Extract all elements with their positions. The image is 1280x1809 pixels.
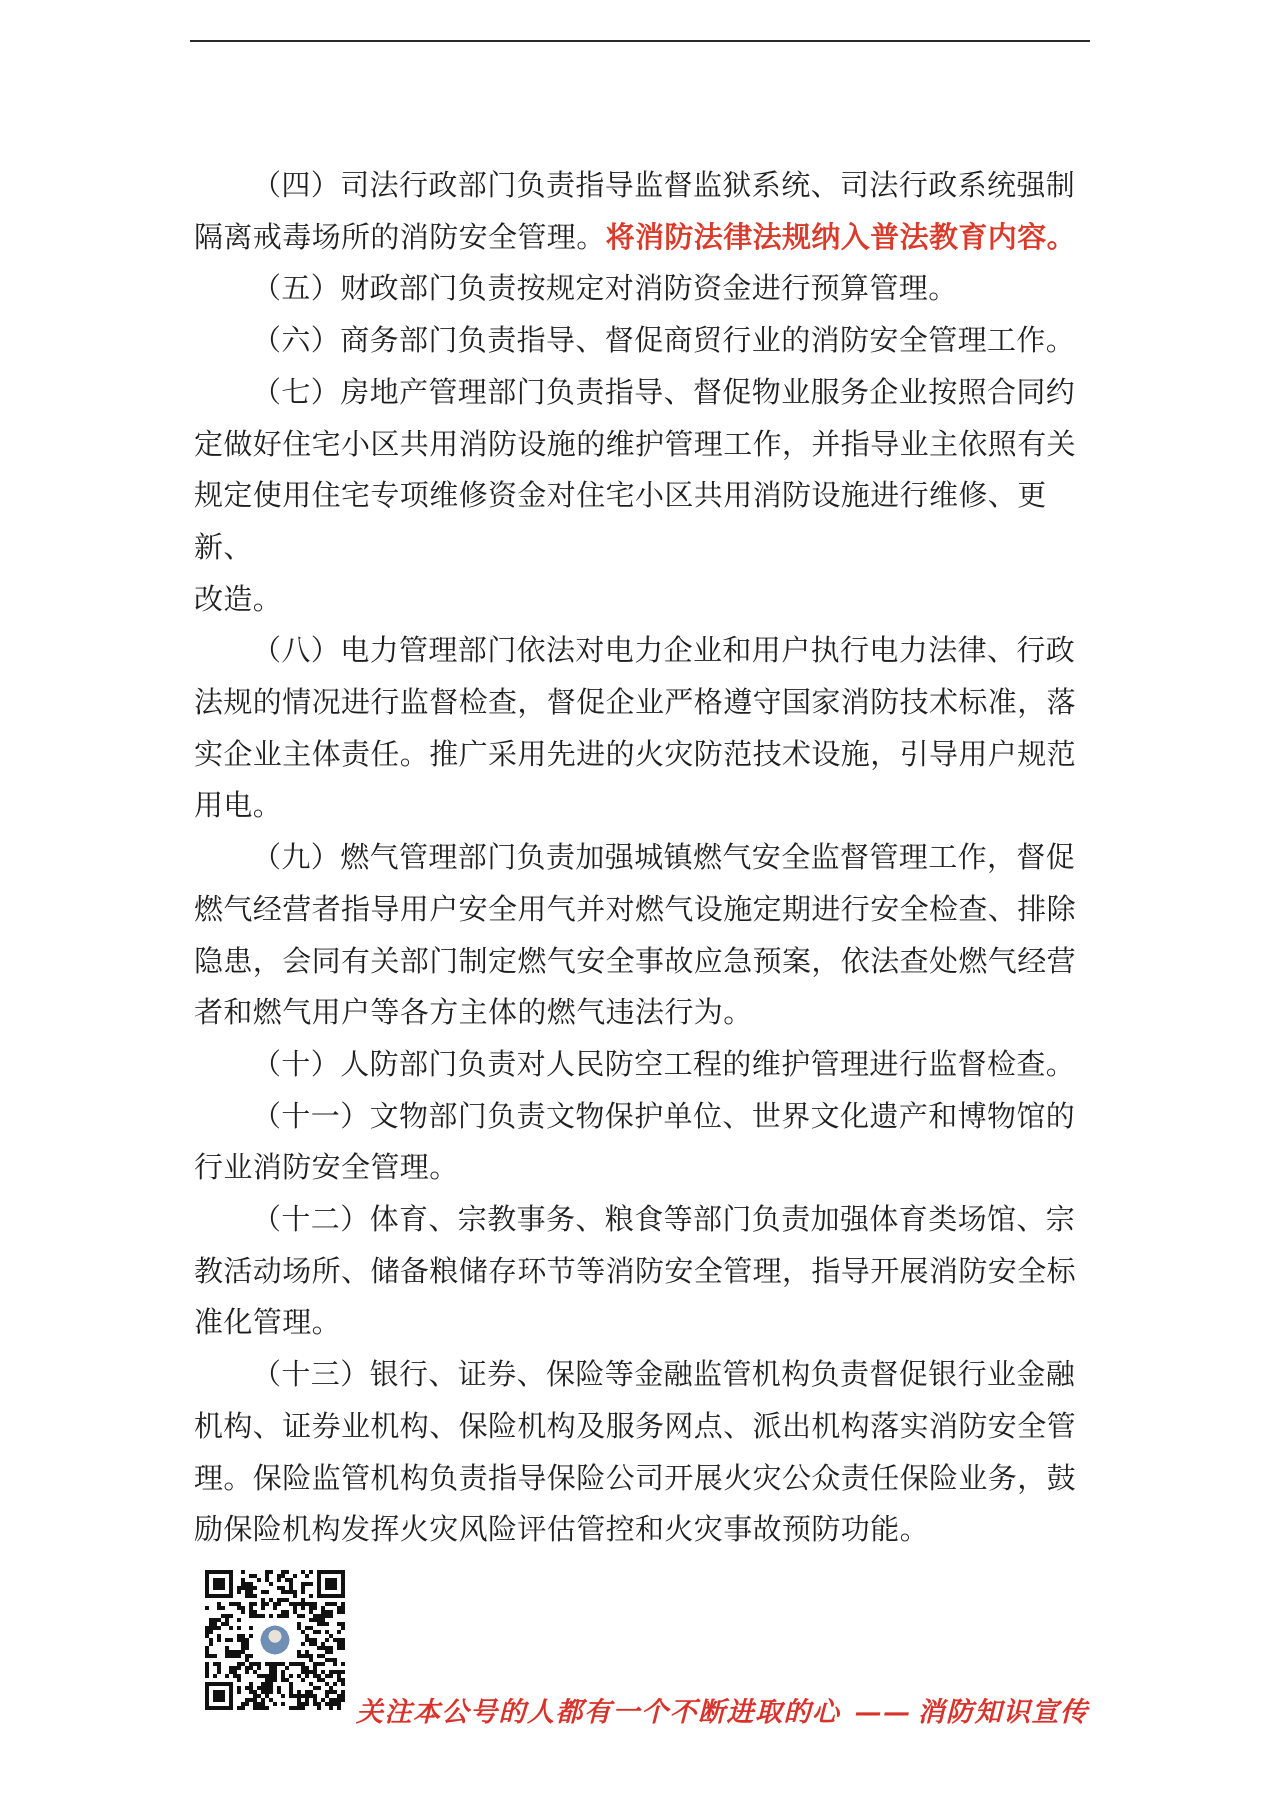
highlight-text: 将消防法律法规纳入普法教育内容。 [605,219,1077,254]
paragraph-finance [194,263,1094,315]
paragraph-cultural-relics [194,1091,1094,1194]
paragraph-line: 隐患，会同有关部门制定燃气安全事故应急预案，依法查处燃气经营 [194,943,1077,978]
paragraph-line: 规定使用住宅专项维修资金对住宅小区共用消防设施进行维修、更新、 [194,478,1047,564]
paragraph-line: 理。保险监管机构负责指导保险公司开展火灾公众责任保险业务，鼓 [194,1460,1077,1495]
paragraph-sports-religion [194,1194,1094,1349]
paragraph-line: （四）司法行政部门负责指导监督监狱系统、司法行政系统强制 [252,168,1076,202]
paragraph-civil-defense [194,1039,1094,1091]
footer-slogan [356,1690,1089,1729]
paragraph-line: 准化管理。 [194,1305,342,1340]
paragraph-line: 改造。 [194,581,283,616]
paragraph-text: 隔离戒毒场所的消防安全管理。 [194,219,606,254]
paragraph-line: 教活动场所、储备粮储存环节等消防安全管理，指导开展消防安全标 [194,1253,1077,1288]
slogan-source: 消防知识宣传 [917,1697,1089,1728]
paragraph-line: （十三）银行、证券、保险等金融监管机构负责督促银行业金融 [252,1357,1076,1392]
paragraph-power [194,625,1094,832]
paragraph-line: （十二）体育、宗教事务、粮食等部门负责加强体育类场馆、宗 [252,1202,1076,1237]
paragraph-finance-regulators [194,1349,1094,1556]
qr-code-icon[interactable] [205,1570,345,1710]
paragraph-line: （十一）文物部门负责文物保护单位、世界文化遗产和博物馆的 [252,1098,1076,1133]
paragraph-line: 行业消防安全管理。 [194,1150,459,1185]
paragraph-judicial [194,160,1094,263]
paragraph-line: （九）燃气管理部门负责加强城镇燃气安全监督管理工作，督促 [252,840,1076,875]
slogan-text: 关注本公号的人都有一个不断进取的心 [356,1697,841,1728]
paragraph-line: 用电。 [194,788,283,823]
slogan-dash: —— [854,1697,912,1728]
paragraph-line: 励保险机构发挥火灾风险评估管控和火灾事故预防功能。 [194,1512,930,1547]
paragraph-line: 实企业主体责任。推广采用先进的火灾防范技术设施，引导用户规范 [194,736,1077,771]
paragraph-line: 燃气经营者指导用户安全用气并对燃气设施定期进行安全检查、排除 [194,891,1077,926]
paragraph-line: 者和燃气用户等各方主体的燃气违法行为。 [194,995,753,1030]
paragraph-line: 机构、证券业机构、保险机构及服务网点、派出机构落实消防安全管 [194,1408,1077,1443]
paragraph-line: （十）人防部门负责对人民防空工程的维护管理进行监督检查。 [252,1046,1076,1081]
paragraph-line [194,212,1094,264]
document-body [194,160,1094,1556]
paragraph-real-estate [194,367,1094,626]
paragraph-commerce [194,315,1094,367]
paragraph-line: （六）商务部门负责指导、督促商贸行业的消防安全管理工作。 [252,323,1076,358]
header-rule [190,40,1090,42]
paragraph-line: 定做好住宅小区共用消防设施的维护管理工作，并指导业主依照有关 [194,426,1077,461]
paragraph-line: 法规的情况进行监督检查，督促企业严格遵守国家消防技术标准，落 [194,685,1077,720]
paragraph-gas [194,832,1094,1039]
paragraph-line: （八）电力管理部门依法对电力企业和用户执行电力法律、行政 [252,633,1076,668]
paragraph-line: （七）房地产管理部门负责指导、督促物业服务企业按照合同约 [252,374,1076,409]
paragraph-line: （五）财政部门负责按规定对消防资金进行预算管理。 [252,271,958,306]
